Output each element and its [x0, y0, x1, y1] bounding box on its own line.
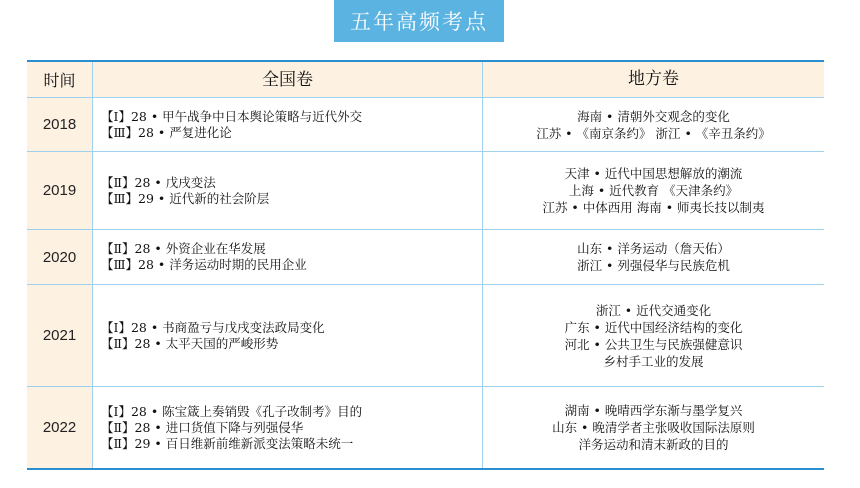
national-item: 【Ⅲ】29 • 近代新的社会阶层 — [101, 190, 270, 206]
national-cell — [93, 230, 483, 284]
local-item: 山东 • 洋务运动（詹天佑） — [577, 241, 730, 256]
local-cell — [483, 152, 824, 229]
header-local: 地方卷 — [483, 62, 824, 97]
local-item: 天津 • 近代中国思想解放的潮流 — [564, 166, 743, 181]
national-item: 【Ⅰ】28 • 书商盈亏与戊戌变法政局变化 — [101, 319, 325, 335]
national-item: 【Ⅰ】28 • 陈宝箴上奏销毁《孔子改制考》目的 — [101, 403, 363, 419]
local-cell — [483, 387, 824, 468]
year-cell: 2022 — [27, 387, 93, 468]
table-row — [27, 387, 824, 468]
local-cell — [483, 98, 824, 151]
table-row — [27, 98, 824, 152]
national-cell — [93, 98, 483, 151]
national-cell — [93, 152, 483, 229]
national-item: 【Ⅱ】28 • 太平天国的严峻形势 — [101, 335, 279, 351]
local-item: 上海 • 近代教育 《天津条约》 — [568, 183, 739, 198]
national-item: 【Ⅲ】28 • 洋务运动时期的民用企业 — [101, 257, 307, 272]
header-year: 时间 — [27, 62, 93, 97]
table-header-row — [27, 62, 824, 98]
local-item: 河北 • 公共卫生与民族强健意识 — [564, 336, 743, 352]
national-item: 【Ⅲ】28 • 严复进化论 — [101, 124, 232, 140]
local-item: 乡村手工业的发展 — [603, 353, 704, 369]
local-item: 湖南 • 晚晴西学东渐与墨学复兴 — [564, 403, 743, 418]
year-cell: 2019 — [27, 152, 93, 229]
national-item: 【Ⅱ】28 • 进口货值下降与列强侵华 — [101, 419, 304, 435]
local-item: 浙江 • 列强侵华与民族危机 — [577, 258, 730, 273]
local-item: 洋务运动和清末新政的目的 — [578, 437, 729, 452]
local-item: 海南 • 清朝外交观念的变化 — [577, 108, 730, 124]
table-row — [27, 230, 824, 285]
local-item: 山东 • 晚清学者主张吸收国际法原则 — [552, 420, 755, 435]
local-cell — [483, 285, 824, 386]
local-item: 江苏 • 《南京条约》 浙江 • 《辛丑条约》 — [536, 125, 771, 141]
local-item: 广东 • 近代中国经济结构的变化 — [564, 319, 743, 335]
local-item: 江苏 • 中体西用 海南 • 师夷长技以制夷 — [542, 200, 765, 215]
national-item: 【Ⅱ】29 • 百日维新前维新派变法策略未统一 — [101, 435, 354, 451]
local-item: 浙江 • 近代交通变化 — [595, 302, 712, 318]
table-row — [27, 152, 824, 230]
national-cell — [93, 387, 483, 468]
year-cell: 2021 — [27, 285, 93, 386]
local-cell — [483, 230, 824, 284]
exam-table — [27, 60, 824, 470]
national-item: 【Ⅰ】28 • 甲午战争中日本舆论策略与近代外交 — [101, 108, 363, 124]
year-cell: 2020 — [27, 230, 93, 284]
national-item: 【Ⅱ】28 • 戊戌变法 — [101, 174, 216, 190]
header-national: 全国卷 — [93, 62, 483, 97]
national-cell — [93, 285, 483, 386]
table-row — [27, 285, 824, 387]
national-item: 【Ⅱ】28 • 外资企业在华发展 — [101, 241, 266, 256]
page-title: 五年高频考点 — [334, 0, 504, 42]
year-cell: 2018 — [27, 98, 93, 151]
